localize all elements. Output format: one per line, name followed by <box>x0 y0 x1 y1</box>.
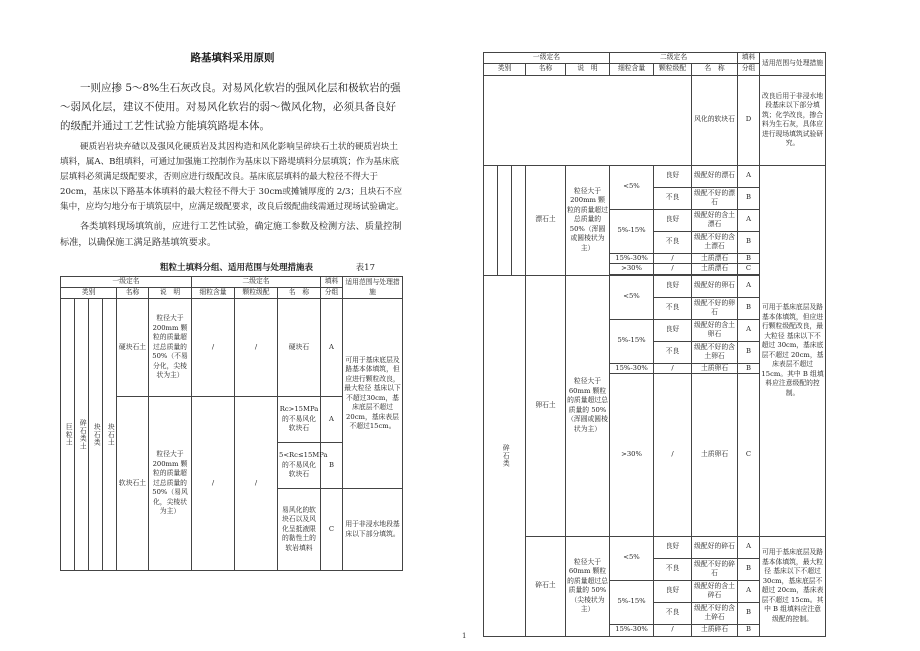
header-name2: 名 称 <box>278 288 321 299</box>
g3-good-group: A <box>738 536 760 558</box>
g2-bad-name: 级配不好的卵石 <box>692 297 738 319</box>
g3-fine-3: 15%-30% <box>610 624 654 636</box>
g3-soil-group: B <box>738 624 760 636</box>
header-grading: 颗粒级配 <box>235 288 278 299</box>
g3-bad2-group: B <box>738 602 760 624</box>
table-caption <box>160 261 375 273</box>
class-gravel-soil: 碎石类土 <box>75 299 89 571</box>
header-level1: 一级定名 <box>61 277 192 288</box>
left-page <box>60 50 405 571</box>
g3-bad-name: 级配不好的碎石 <box>692 558 738 580</box>
g2-name: 卵石土 <box>526 275 566 536</box>
g2-soil-group: B <box>738 363 760 374</box>
g2-soil2-name: 土质卵石 <box>692 374 738 537</box>
g3-bad: 不良 <box>654 558 692 580</box>
g1-fine-3: 15%-30% <box>610 253 654 264</box>
g1-good2-name: 级配好的含土漂石 <box>692 209 738 231</box>
r-header-fine: 细粒含量 <box>610 63 654 75</box>
g3-bad-2: 不良 <box>654 602 692 624</box>
r-header-name2: 名 称 <box>692 63 738 75</box>
g1-bad-name: 级配不好的漂石 <box>692 187 738 209</box>
hard-block-grading: / <box>235 299 278 397</box>
g2-fine-2: 5%-15% <box>610 319 654 363</box>
g3-slash-3: / <box>654 624 692 636</box>
g1-soil2-name: 土质漂石 <box>692 264 738 275</box>
soft-block-desc: 粒径大于 200mm 颗粒的质量超过总质量的 50%（易风化，尖棱状为主） <box>149 397 192 571</box>
g2-fine-4: >30% <box>610 374 654 537</box>
g2-good2-group: A <box>738 319 760 341</box>
g2-soil2-group: C <box>738 374 760 537</box>
r-header-grading: 颗粒级配 <box>654 63 692 75</box>
g2-desc: 粒径大于 60mm 颗粒的质量超过总质量的 50%（浑圆或圆棱状为主） <box>566 275 610 536</box>
r-header-level2: 二级定名 <box>610 53 738 64</box>
g1-soil-group: B <box>738 253 760 264</box>
g3-scope: 可用于基床底层及路基本体填筑，最大粒径 基床以下不超过 30cm，基床底层不超过 20cm，基床表层不超过 15cm。其中 B 组填料应注意级配的控制。 <box>760 536 826 636</box>
g1-name: 漂石土 <box>526 165 566 275</box>
hard-block-scope: 可用于基床底层及路基本体填筑，但应进行颗粒改良，最大粒径 基床以下不超过30cm，基床底层不超过20cm，基床表层不超过15cm。 <box>343 299 403 489</box>
g1-scope: 可用于基床底层及路基本体填筑，但应进行颗粒级配改良，最大粒径 基床以下不超过 30cm，基床底层不超过 20cm，基床表层不超过 15cm。其中 B 组填料应注意级配的控制。 <box>760 165 826 536</box>
g3-desc: 粒径大于 60mm 颗粒的质量超过总质量的 50%（尖棱状为主） <box>566 536 610 636</box>
right-page <box>483 52 826 637</box>
soft-block-r3: 易风化的软块石以及风化呈抵液限的黏性土的软岩填料 <box>278 489 321 571</box>
g2-soil-name: 土质卵石 <box>692 363 738 374</box>
g2-bad: 不良 <box>654 297 692 319</box>
class-gravel: 碎石类 <box>484 275 526 636</box>
header-scope: 适用范围与处理措施 <box>343 277 403 299</box>
g3-bad-group: B <box>738 558 760 580</box>
table-number: 表17 <box>355 263 375 273</box>
g2-fine-3: 15%-30% <box>610 363 654 374</box>
g1-slash-4: / <box>654 264 692 275</box>
g3-soil-name: 土质碎石 <box>692 624 738 636</box>
header-group: 分组 <box>321 288 343 299</box>
r-header-scope: 适用范围与处理措施 <box>760 53 826 76</box>
hard-block-group: A <box>321 299 343 397</box>
hard-block-fine: / <box>192 299 235 397</box>
g2-good: 良好 <box>654 275 692 297</box>
g1-soil-name: 土质漂石 <box>692 253 738 264</box>
r-header-class: 类别 <box>484 63 526 75</box>
g2-good-2: 良好 <box>654 319 692 341</box>
r-top-group: D <box>738 75 760 165</box>
r-header-name: 名称 <box>526 63 566 75</box>
g3-bad2-name: 级配不好的含土碎石 <box>692 602 738 624</box>
g3-good-2: 良好 <box>654 580 692 602</box>
page-number: 1 <box>462 632 467 640</box>
r-header-desc: 说 明 <box>566 63 610 75</box>
g2-good2-name: 级配好的含土卵石 <box>692 319 738 341</box>
header-filler: 填料 <box>321 277 343 288</box>
g1-fine-4: >30% <box>610 264 654 275</box>
g2-slash-4: / <box>654 374 692 537</box>
header-desc: 说 明 <box>149 288 192 299</box>
g2-slash-3: / <box>654 363 692 374</box>
header-level2: 二级定名 <box>192 277 321 288</box>
paragraph-3: 各类填料现场填筑前，应进行工艺性试验，确定施工参数及检测方法、质量控制标准，以确保施工满足路基填筑要求。 <box>60 221 402 248</box>
class-giant-soil: 巨粒土 <box>61 299 75 571</box>
soft-block-r3-group: C <box>321 489 343 571</box>
g2-bad-group: B <box>738 297 760 319</box>
header-fine: 细粒含量 <box>192 288 235 299</box>
header-class: 类别 <box>61 288 117 299</box>
r-header-filler: 填料 <box>738 53 760 64</box>
paragraph-2: 硬质岩岩块弃碴以及强风化硬质岩及其因构造和风化影响呈碎块石土状的硬质岩块土填料，属A、B组填料，可通过加强施工控制作为基床以下路堤填料分层填筑；作为基床底层填料必须满足级配要求，否则应进行级配改良。基床底层填料的最大粒径不得大于 20cm，基床以下路基本体填料的最大粒径不得大于 30cm或摊铺厚度的 2/3；且块石不应集中，应均匀地分布于填筑层中，应满足级配要求，改良后级配曲线需通过现场试验确定。 <box>60 142 404 212</box>
hard-block-name: 硬块石土 <box>117 299 149 397</box>
g1-good-name: 级配好的漂石 <box>692 165 738 187</box>
r-header-level1: 一级定名 <box>484 53 610 64</box>
g1-soil2-group: C <box>738 264 760 275</box>
hard-block-desc: 粒径大于 200mm 颗粒的质量超过总质量的 50%（不易分化，尖棱状为主） <box>149 299 192 397</box>
g3-good2-group: A <box>738 580 760 602</box>
soft-block-r2-group: B <box>321 443 343 489</box>
r-top-name: 风化的软块石 <box>692 75 738 165</box>
g2-good-name: 级配好的卵石 <box>692 275 738 297</box>
g1-good: 良好 <box>654 165 692 187</box>
g1-bad-group: B <box>738 187 760 209</box>
g2-fine-1: <5% <box>610 275 654 319</box>
soft-block-r1-group: A <box>321 397 343 443</box>
g1-bad-2: 不良 <box>654 231 692 253</box>
g2-bad2-group: B <box>738 341 760 363</box>
g3-good-name: 级配好的碎石 <box>692 536 738 558</box>
soft-block-r3-scope: 用于非浸水地段基床以下部分填筑。 <box>343 489 403 571</box>
g1-bad: 不良 <box>654 187 692 209</box>
g1-good2-group: A <box>738 209 760 231</box>
g1-desc: 粒径大于 200mm 颗粒的质量超过总质量的 50%（浑圆或圆棱状为主） <box>566 165 610 275</box>
header-name: 名称 <box>117 288 149 299</box>
left-filler-table <box>60 276 403 571</box>
r-top-scope: 改良后用于非浸水地段基床以下部分填筑；化学改良，掺合料为生石灰，具体应进行现场填筑试验研究。 <box>760 75 826 165</box>
soft-block-fine: / <box>192 397 235 571</box>
g3-good2-name: 级配好的含土碎石 <box>692 580 738 602</box>
g2-bad-2: 不良 <box>654 341 692 363</box>
g3-fine-2: 5%-15% <box>610 580 654 624</box>
table-title: 粗粒土填料分组、适用范围与处理措施表 <box>160 263 314 273</box>
g2-good-group: A <box>738 275 760 297</box>
g1-good-2: 良好 <box>654 209 692 231</box>
g1-good-group: A <box>738 165 760 187</box>
g1-slash-3: / <box>654 253 692 264</box>
page-title: 路基填料采用原则 <box>190 52 275 64</box>
soft-block-r1: Rc>15MPa 的不易风化软块石 <box>278 397 321 443</box>
soft-block-name: 软块石土 <box>117 397 149 571</box>
paragraph-1: 一则应掺 5～8%生石灰改良。对易风化软岩的强风化层和极软岩的强～弱风化层，建议不使用。对易风化软岩的弱～微风化物，必须具备良好的级配并通过工艺性试验方能填筑路堤本体。 <box>60 82 401 132</box>
g1-bad2-name: 级配不好的含土漂石 <box>692 231 738 253</box>
soft-block-r2: 5<Rc≤15MPa 的不易风化软块石 <box>278 443 321 489</box>
g1-fine-1: <5% <box>610 165 654 209</box>
g2-bad2-name: 级配不好的含土卵石 <box>692 341 738 363</box>
right-filler-table <box>483 52 826 637</box>
g1-bad2-group: B <box>738 231 760 253</box>
r-header-group: 分组 <box>738 63 760 75</box>
g3-good: 良好 <box>654 536 692 558</box>
class-block-stone: 块石类 <box>89 299 103 571</box>
class-block-stone-soil: 块石土 <box>103 299 117 571</box>
g3-fine-1: <5% <box>610 536 654 580</box>
g1-fine-2: 5%-15% <box>610 209 654 253</box>
soft-block-grading: / <box>235 397 278 571</box>
hard-block-name2: 硬块石 <box>278 299 321 397</box>
g3-name: 碎石土 <box>526 536 566 636</box>
